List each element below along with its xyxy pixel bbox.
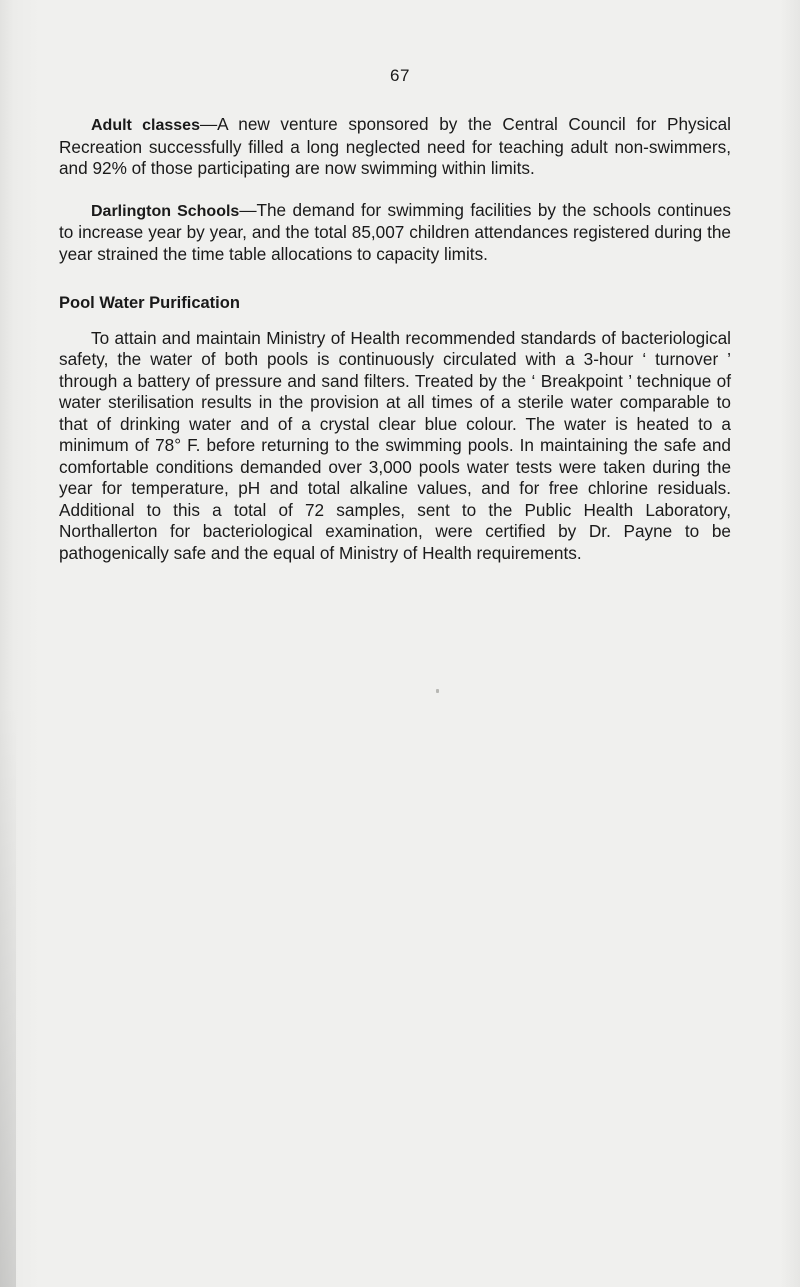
pool-water-paragraph: To attain and maintain Ministry of Health recommended standards of bacteriological safety, the water of both pools is continuously circulated with a 3-hour ‘ turnover ’ through a battery of pressure and sand filters. Treated by the ‘ Breakpoint ’ technique of water sterilisation results in the provision at all times of a sterile water comparable to that of drinking water and of a crystal clear blue colour. The water is heated to a minimum of 78° F. before returning to the swimming pools. In maintaining the safe and comfortable conditions demanded over 3,000 pools water tests were taken during the year for temperature, pH and total alkaline values, and for free chlorine residuals. Additional to this a total of 72 samples, sent to the Public Health Laboratory, Northallerton for bacteriological examination, were certified by Dr. Payne to be pathogenically safe and the equal of Ministry of Health requirements. bbox=[59, 327, 731, 563]
darlington-schools-text: —The demand for swimming facilities by the schools continues to increase year by year, and the total 85,007 children attendances registered during the year strained the time table allocations to capacity limits. bbox=[59, 199, 731, 264]
adult-classes-paragraph bbox=[59, 114, 731, 180]
page-edge-shadow bbox=[0, 0, 16, 1287]
adult-classes-lead: Adult classes bbox=[91, 117, 200, 134]
darlington-schools-lead: Darlington Schools bbox=[91, 202, 240, 220]
darlington-schools-paragraph bbox=[59, 200, 731, 266]
print-speck bbox=[436, 689, 439, 693]
page-number: 67 bbox=[390, 66, 410, 85]
pool-water-heading: Pool Water Purification bbox=[59, 294, 240, 312]
adult-classes-text: —A new venture sponsored by the Central Council for Physical Recreation successfully filled a long neglected need for teaching adult non-swimmers, and 92% of those participating are now swimming within limits. bbox=[59, 114, 731, 178]
page-body bbox=[59, 114, 731, 564]
